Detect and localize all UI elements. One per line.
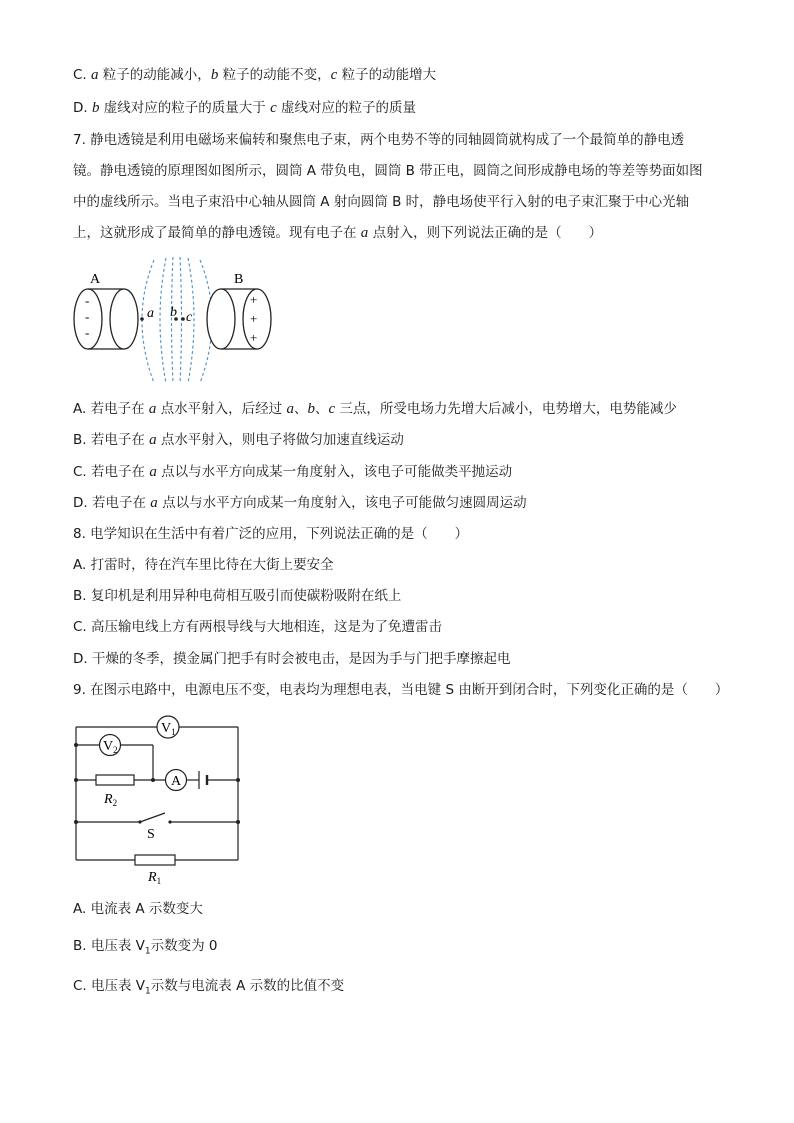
q7-option-d: D. 若电子在 a 点以与水平方向成某一角度射入，该电子可能做匀速圆周运动 (73, 495, 527, 511)
voltmeter-v2-label: $V_2$ (103, 739, 118, 755)
point-c (181, 317, 185, 321)
plus-sign: + (250, 311, 258, 326)
q7-stem-line1: 7. 静电透镜是利用电磁场来偏转和聚焦电子束，两个电势不等的同轴圆筒就构成了一个最简单的静电透 (73, 132, 685, 148)
q9-option-a: A. 电流表 A 示数变大 (73, 901, 203, 917)
cylinder-b-label: B (234, 272, 244, 287)
voltmeter-v1-label: $V_1$ (161, 721, 176, 737)
q8-option-a: A. 打雷时，待在汽车里比待在大街上要安全 (73, 557, 334, 573)
cylinder-a-label: A (90, 272, 101, 287)
ammeter-label: A (171, 774, 182, 789)
q8-option-c: C. 高压输电线上方有两根导线与大地相连，这是为了免遭雷击 (73, 619, 443, 635)
minus-sign: - (85, 309, 90, 324)
cylinder-a (74, 289, 138, 349)
q7-option-c: C. 若电子在 a 点以与水平方向成某一角度射入，该电子可能做类平抛运动 (73, 464, 513, 480)
q7-stem-line4: 上，这就形成了最简单的静电透镜。现有电子在 a 点射入，则下列说法正确的是（ ） (73, 225, 603, 241)
minus-sign: - (85, 293, 90, 308)
electrostatic-lens-figure (70, 255, 280, 390)
point-a-label: a (147, 306, 154, 321)
minus-sign: - (85, 325, 90, 340)
q6-option-d: D. b 虚线对应的粒子的质量大于 c 虚线对应的粒子的质量 (73, 100, 417, 116)
q8-option-b: B. 复印机是利用异种电荷相互吸引而使碳粉吸附在纸上 (73, 588, 402, 604)
plus-sign: + (250, 330, 258, 345)
resistor-r1-label: $R_1$ (148, 870, 162, 886)
q6-option-c: C. a 粒子的动能减小，b 粒子的动能不变，c 粒子的动能增大 (73, 67, 437, 83)
resistor-r2-label: $R_2$ (104, 792, 118, 808)
q7-stem-line3: 中的虚线所示。当电子束沿中心轴从圆筒 A 射向圆筒 B 时，静电场使平行入射的电子束汇聚于中心光轴 (73, 194, 690, 210)
resistor-r1 (135, 855, 175, 865)
point-b-label: b (170, 305, 177, 320)
circuit-diagram (68, 712, 248, 887)
switch-label: S (147, 827, 155, 842)
cylinder-b (207, 289, 271, 349)
q8-stem: 8. 电学知识在生活中有着广泛的应用，下列说法正确的是（ ） (73, 526, 469, 542)
q7-stem-line2: 镜。静电透镜的原理图如图所示，圆筒 A 带负电，圆筒 B 带正电，圆筒之间形成静电场的等差等势面如图 (73, 163, 703, 179)
point-c-label: c (186, 310, 193, 325)
plus-sign: + (250, 292, 258, 307)
q7-option-a: A. 若电子在 a 点水平射入，后经过 a、b、c 三点，所受电场力先增大后减小，电势增大，电势能减少 (73, 401, 677, 417)
q8-option-d: D. 干燥的冬季，摸金属门把手有时会被电击，是因为手与门把手摩擦起电 (73, 651, 511, 667)
q9-option-b: B. 电压表 $V_1$示数变为 0 (73, 938, 218, 957)
q9-stem: 9. 在图示电路中，电源电压不变，电表均为理想电表，当电键 S 由断开到闭合时，下列变化正确的是（ ） (73, 682, 729, 698)
resistor-r2 (96, 775, 134, 785)
battery (199, 771, 207, 789)
point-a (140, 317, 144, 321)
q9-option-c: C. 电压表 $V_1$示数与电流表 A 示数的比值不变 (73, 978, 345, 997)
q7-option-b: B. 若电子在 a 点水平射入，则电子将做匀加速直线运动 (73, 432, 404, 448)
